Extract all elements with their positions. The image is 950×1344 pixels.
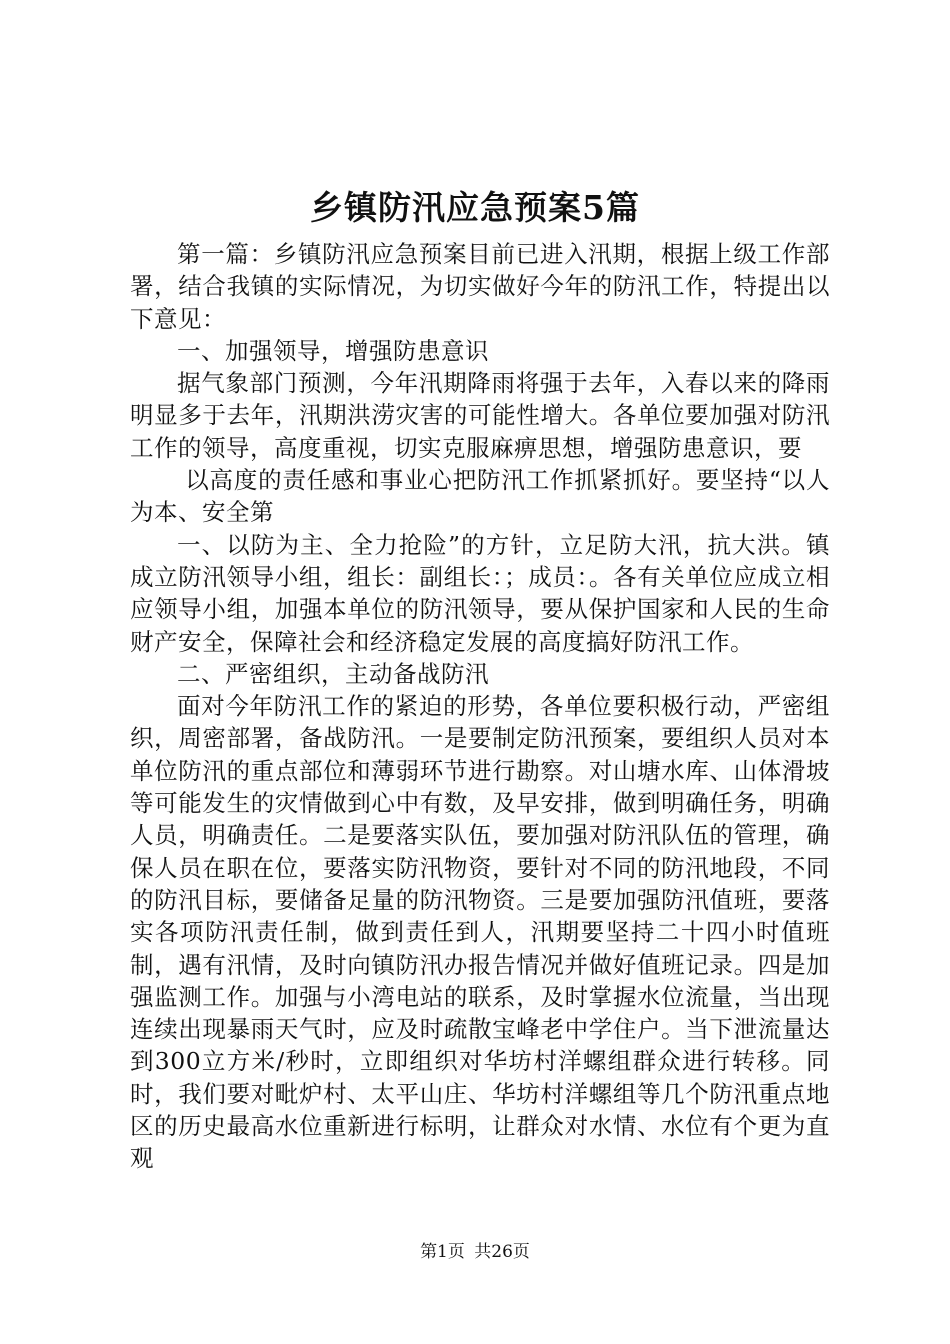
section-heading-2: 二、严密组织，主动备战防汛 (177, 659, 489, 688)
page-footer (0, 1241, 950, 1263)
paragraph-forecast: 据气象部门预测，今年汛期降雨将强于去年，入春以来的降雨明显多于去年，汛期洪涝灾害的可能性增大。各单位要加强对防汛工作的领导，高度重视，切实克服麻痹思想，增强防患意识，要 (130, 369, 830, 462)
page-number: 第1页 (420, 1242, 465, 1262)
paragraph-intro: 第一篇：乡镇防汛应急预案目前已进入汛期，根据上级工作部署，结合我镇的实际情况，为切实做好今年的防汛工作，特提出以下意见： (130, 240, 830, 333)
document-body (130, 238, 830, 1175)
section-heading-1: 一、加强领导，增强防患意识 (177, 336, 489, 365)
paragraph-policy: 一、以防为主、全力抢险”的方针，立足防大汛，抗大洪。镇成立防汛领导小组，组长：副组长：；成员：。各有关单位应成立相应领导小组，加强本单位的防汛领导，要从保护国家和人民的生命财产安全，保障社会和经济稳定发展的高度搞好防汛工作。 (130, 530, 830, 656)
paragraph-organization: 面对今年防汛工作的紧迫的形势，各单位要积极行动，严密组织，周密部署，备战防汛。一是要制定防汛预案，要组织人员对本单位防汛的重点部位和薄弱环节进行勘察。对山塘水库、山体滑坡等可能发生的灾情做到心中有数，及早安排，做到明确任务，明确人员，明确责任。二是要落实队伍，要加强对防汛队伍的管理，确保人员在职在位，要落实防汛物资，要针对不同的防汛地段，不同的防汛目标，要储备足量的防汛物资。三是要加强防汛值班，要落实各项防汛责任制，做到责任到人，汛期要坚持二十四小时值班制，遇有汛情，及时向镇防汛办报告情况并做好值班记录。四是加强监测工作。加强与小湾电站的联系，及时掌握水位流量，当出现连续出现暴雨天气时，应及时疏散宝峰老中学住户。当下泄流量达到300立方米/秒时，立即组织对华坊村洋螺组群众进行转移。同时，我们要对毗炉村、太平山庄、华坊村洋螺组等几个防汛重点地区的历史最高水位重新进行标明，让群众对水情、水位有个更为直观 (130, 692, 830, 1173)
page-total: 共26页 (474, 1242, 530, 1262)
document-title: 乡镇防汛应急预案5篇 (310, 188, 640, 227)
paragraph-responsibility: 以高度的责任感和事业心把防汛工作抓紧抓好。要坚持“以人为本、安全第 (130, 466, 830, 527)
